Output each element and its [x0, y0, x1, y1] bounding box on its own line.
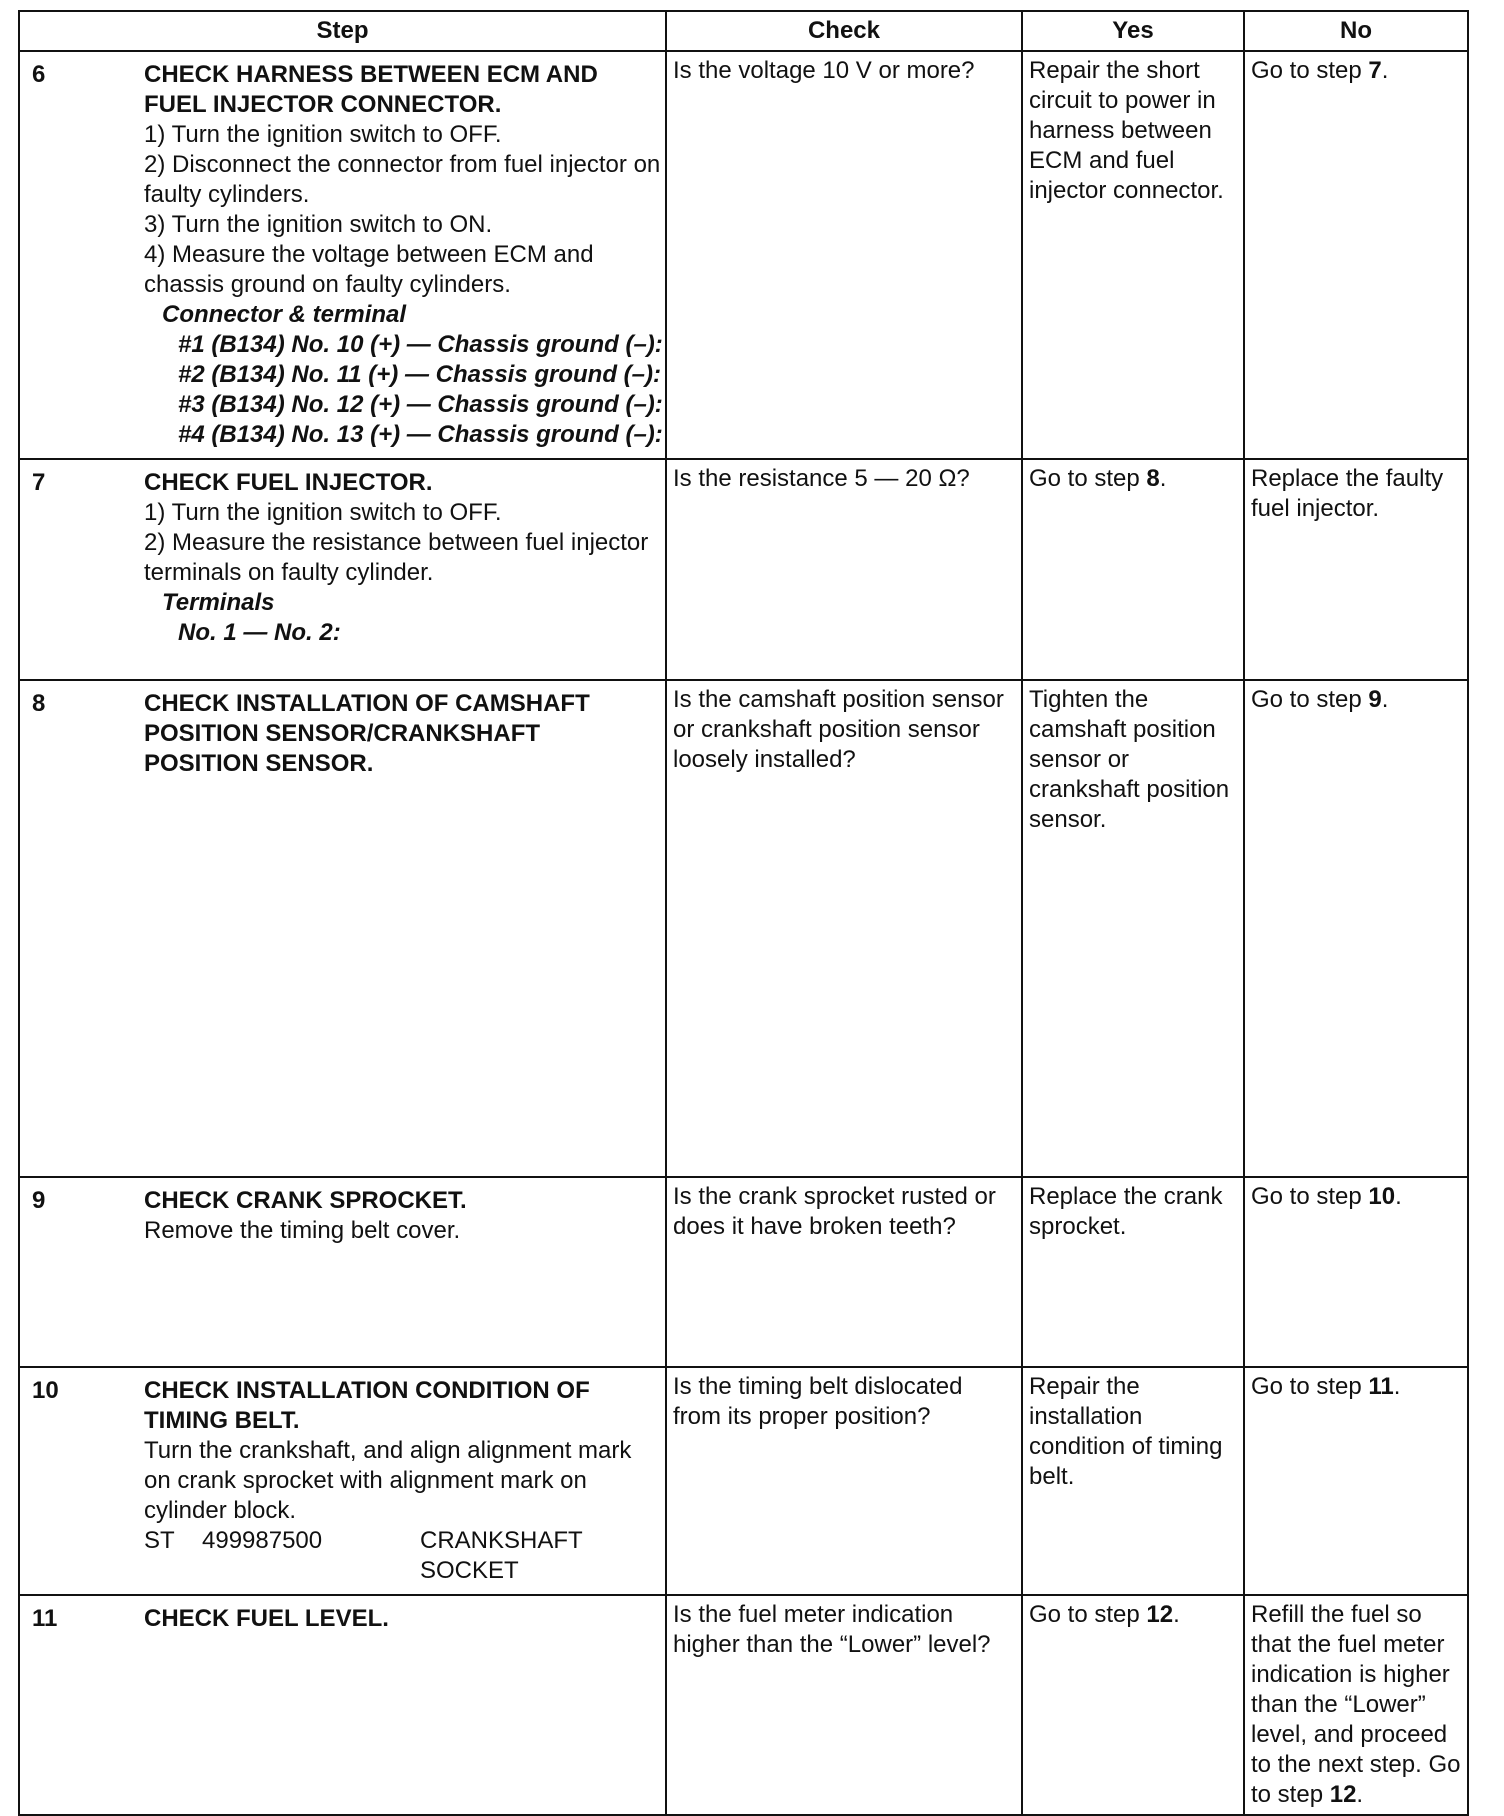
yes-text: Go to step — [1029, 1601, 1147, 1628]
no-end: . — [1381, 57, 1389, 84]
tool-name: CRANKSHAFT SOCKET — [420, 1527, 583, 1584]
step-title: CHECK FUEL LEVEL. — [144, 1605, 389, 1632]
no-text: Go to step — [1251, 1373, 1369, 1400]
step-cell — [19, 680, 666, 1177]
yes-cell — [1022, 459, 1244, 680]
step-cell — [19, 1595, 666, 1815]
step-title: CHECK CRANK SPROCKET. — [144, 1187, 467, 1214]
step-instruction: Remove the timing belt cover. — [144, 1217, 461, 1244]
no-text: Go to step — [1251, 1183, 1369, 1210]
step-instruction: Turn the crankshaft, and align alignment mark on crank sprocket with alignment mark on cylinder block. — [144, 1437, 632, 1524]
step-title: CHECK INSTALLATION OF CAMSHAFT POSITION SENSOR/CRANKSHAFT POSITION SENSOR. — [144, 690, 590, 777]
step-number: 10 — [32, 1377, 59, 1404]
check-cell: Is the camshaft position sensor or crankshaft position sensor loosely installed? — [666, 680, 1022, 1177]
yes-end: . — [1159, 465, 1167, 492]
step-number: 6 — [32, 61, 46, 88]
step-instruction: 1) Turn the ignition switch to OFF. — [144, 499, 502, 526]
check-cell: Is the voltage 10 V or more? — [666, 51, 1022, 459]
table-row — [19, 680, 1468, 1177]
header-row — [19, 11, 1468, 51]
step-title: CHECK INSTALLATION CONDITION OF TIMING BELT. — [144, 1377, 590, 1434]
step-number: 8 — [32, 690, 46, 717]
step-cell — [19, 1367, 666, 1595]
step-instruction: 4) Measure the voltage between ECM and chassis ground on faulty cylinders. — [144, 241, 594, 298]
spec-heading: Connector & terminal — [162, 301, 407, 328]
check-cell: Is the crank sprocket rusted or does it have broken teeth? — [666, 1177, 1022, 1367]
no-cell — [1244, 1367, 1468, 1595]
yes-cell: Repair the short circuit to power in harness between ECM and fuel injector connector. — [1022, 51, 1244, 459]
check-cell: Is the timing belt dislocated from its proper position? — [666, 1367, 1022, 1595]
spec-heading: Terminals — [162, 589, 275, 616]
step-instruction: 2) Measure the resistance between fuel injector terminals on faulty cylinder. — [144, 529, 649, 586]
step-number: 9 — [32, 1187, 46, 1214]
check-cell: Is the fuel meter indication higher than the “Lower” level? — [666, 1595, 1022, 1815]
no-end: . — [1356, 1781, 1364, 1808]
table-row — [19, 1177, 1468, 1367]
table-row — [19, 1595, 1468, 1815]
yes-text: Go to step — [1029, 465, 1147, 492]
step-instruction: 2) Disconnect the connector from fuel injector on faulty cylinders. — [144, 151, 661, 208]
header-yes: Yes — [1022, 11, 1244, 51]
step-instruction: 1) Turn the ignition switch to OFF. — [144, 121, 502, 148]
spec-line: No. 1 — No. 2: — [178, 619, 341, 646]
no-end: . — [1381, 686, 1389, 713]
header-no: No — [1244, 11, 1468, 51]
diagnostic-table — [18, 10, 1469, 1816]
no-end: . — [1393, 1373, 1401, 1400]
header-step: Step — [19, 11, 666, 51]
spec-line: #3 (B134) No. 12 (+) — Chassis ground (–): — [178, 391, 663, 418]
step-cell — [19, 1177, 666, 1367]
special-tool — [144, 1526, 655, 1586]
step-title: CHECK FUEL INJECTOR. — [144, 469, 433, 496]
no-step-number: 10 — [1368, 1183, 1396, 1210]
check-cell: Is the resistance 5 — 20 Ω? — [666, 459, 1022, 680]
yes-cell: Replace the crank sprocket. — [1022, 1177, 1244, 1367]
no-cell: Replace the faulty fuel injector. — [1244, 459, 1468, 680]
yes-cell: Tighten the camshaft position sensor or crankshaft position sensor. — [1022, 680, 1244, 1177]
table-row — [19, 459, 1468, 680]
step-instruction: 3) Turn the ignition switch to ON. — [144, 211, 493, 238]
tool-number: 499987500 — [202, 1527, 323, 1554]
yes-cell — [1022, 1595, 1244, 1815]
table-row — [19, 1367, 1468, 1595]
yes-step-number: 8 — [1146, 465, 1160, 492]
no-step-number: 9 — [1368, 686, 1382, 713]
tool-label: ST — [144, 1527, 175, 1554]
spec-line: #2 (B134) No. 11 (+) — Chassis ground (–): — [178, 361, 661, 388]
step-number: 7 — [32, 469, 46, 496]
no-cell — [1244, 680, 1468, 1177]
no-text: Refill the fuel so that the fuel meter indication is higher than the “Lower” level, and proceed to the next step. Go to step — [1251, 1601, 1461, 1808]
step-title: CHECK HARNESS BETWEEN ECM AND FUEL INJECTOR CONNECTOR. — [144, 61, 598, 118]
yes-step-number: 12 — [1146, 1601, 1174, 1628]
no-step-number: 11 — [1368, 1373, 1394, 1400]
spec-line: #4 (B134) No. 13 (+) — Chassis ground (–): — [178, 421, 663, 448]
no-text: Go to step — [1251, 686, 1369, 713]
no-cell — [1244, 1595, 1468, 1815]
yes-end: . — [1173, 1601, 1180, 1628]
table-row — [19, 51, 1468, 459]
no-text: Go to step — [1251, 57, 1369, 84]
step-cell — [19, 51, 666, 459]
spec-line: #1 (B134) No. 10 (+) — Chassis ground (–): — [178, 331, 663, 358]
header-check: Check — [666, 11, 1022, 51]
no-end: . — [1395, 1183, 1402, 1210]
no-cell — [1244, 51, 1468, 459]
yes-cell: Repair the installation condition of timing belt. — [1022, 1367, 1244, 1595]
step-number: 11 — [32, 1605, 58, 1632]
no-cell — [1244, 1177, 1468, 1367]
step-cell — [19, 459, 666, 680]
no-step-number: 7 — [1368, 57, 1382, 84]
no-step-number: 12 — [1329, 1781, 1357, 1808]
